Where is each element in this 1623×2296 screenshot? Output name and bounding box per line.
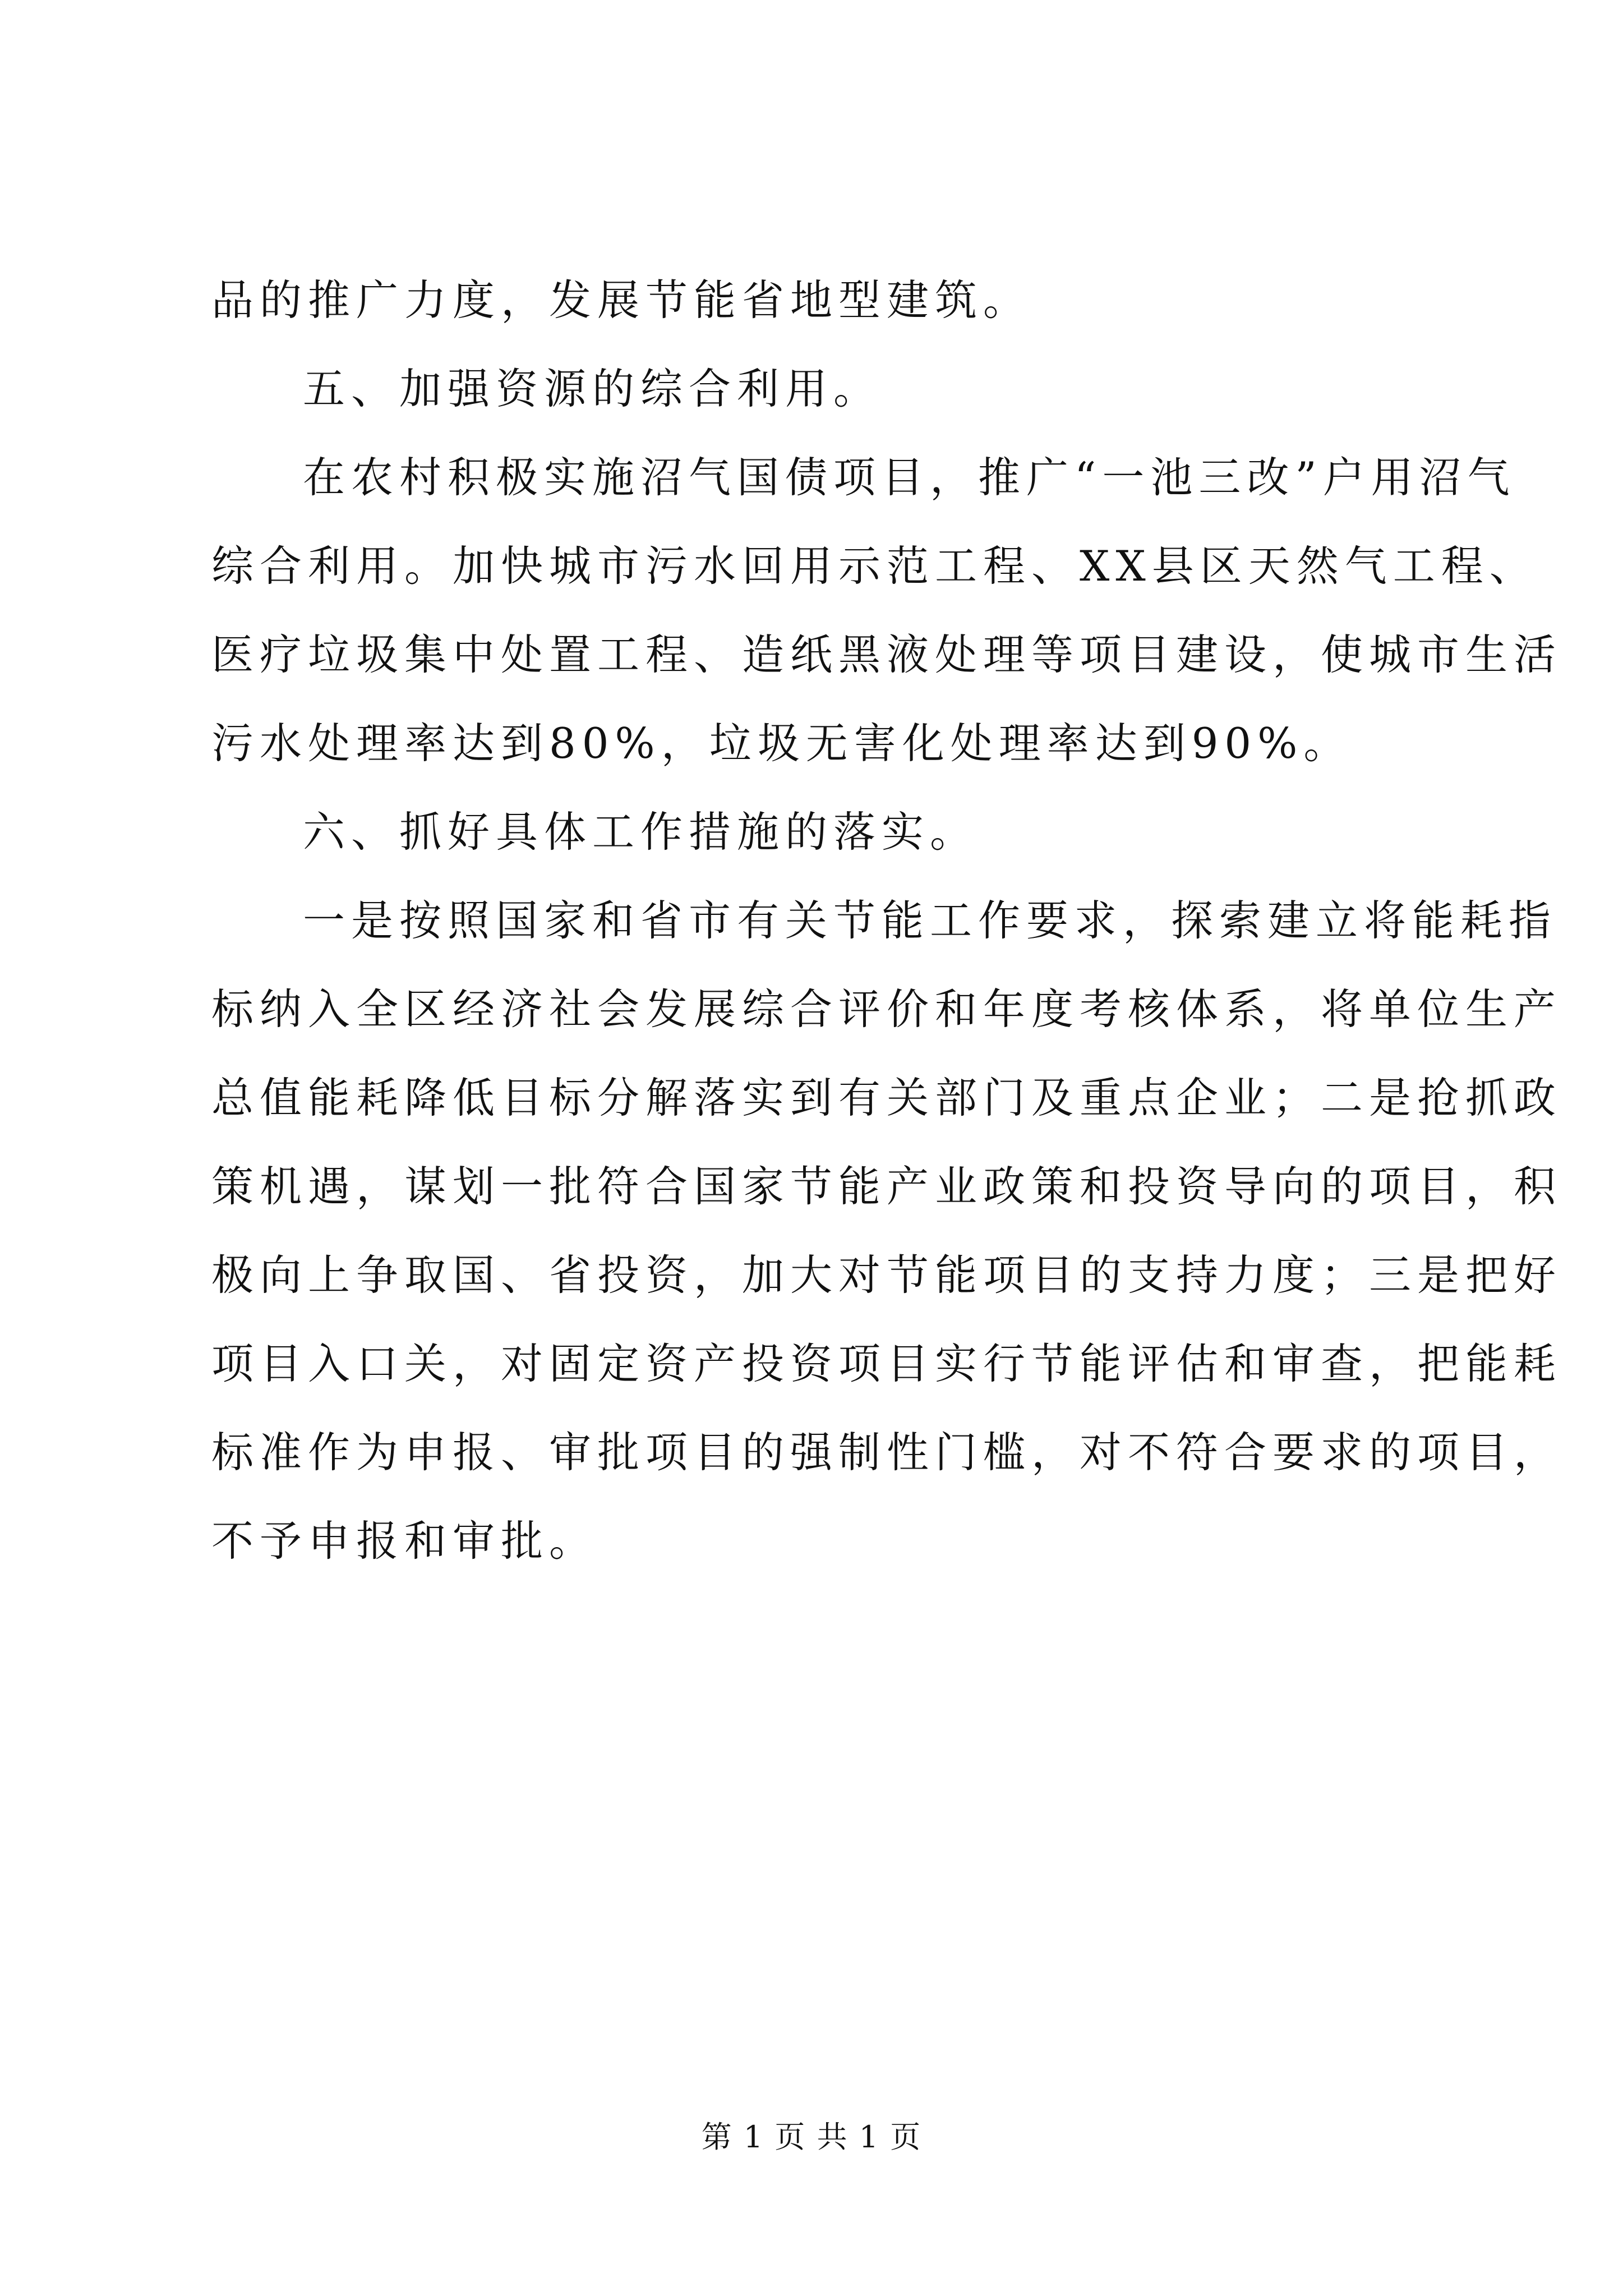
text-line: 标准作为申报、审批项目的强制性门槛，对不符合要求的项目， xyxy=(211,1428,1562,1477)
text-line: 策机遇，谋划一批符合国家节能产业政策和投资导向的项目，积 xyxy=(211,1162,1562,1211)
text-line: 一是按照国家和省市有关节能工作要求，探索建立将能耗指 xyxy=(303,896,1557,945)
text-line: 在农村积极实施沼气国债项目，推广“一池三改”户用沼气 xyxy=(303,453,1516,502)
section-heading: 六、抓好具体工作措施的落实。 xyxy=(303,807,979,857)
text-line: 综合利用。加快城市污水回用示范工程、XX县区天然气工程、 xyxy=(211,541,1538,591)
text-line: 项目入口关，对固定资产投资项目实行节能评估和审查，把能耗 xyxy=(211,1339,1562,1388)
text-line: 标纳入全区经济社会发展综合评价和年度考核体系，将单位生产 xyxy=(211,984,1562,1034)
text-line: 医疗垃圾集中处置工程、造纸黑液处理等项目建设，使城市生活 xyxy=(211,630,1562,679)
text-line: 极向上争取国、省投资，加大对节能项目的支持力度；三是把好 xyxy=(211,1250,1562,1300)
text-line: 不予申报和审批。 xyxy=(211,1516,598,1566)
text-line: 品的推广力度，发展节能省地型建筑。 xyxy=(211,275,1032,325)
text-line: 污水处理率达到80%，垃圾无害化处理率达到90%。 xyxy=(211,719,1352,768)
page-footer: 第 1 页 共 1 页 xyxy=(701,2119,922,2155)
text-line: 总值能耗降低目标分解落实到有关部门及重点企业；二是抢抓政 xyxy=(211,1073,1562,1122)
section-heading: 五、加强资源的综合利用。 xyxy=(303,364,882,413)
